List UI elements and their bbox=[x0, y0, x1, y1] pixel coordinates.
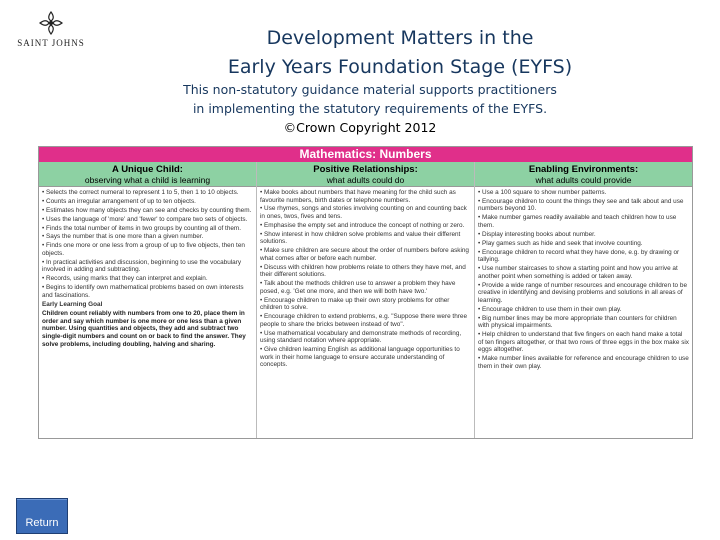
list-item: • Help children to understand that five fingers on each hand make a total of ten fingers altogether, or that two rows of three eggs in the box make six eggs altogether. bbox=[478, 331, 690, 354]
list-item: • Make sure children are secure about the order of numbers before asking what comes after or before each number. bbox=[260, 247, 469, 262]
column-body bbox=[475, 187, 692, 438]
logo-text: SAINT JOHNS bbox=[17, 38, 85, 48]
list-item: • Provide a wide range of number resources and encourage children to be creative in identifying and devising problems and solutions in all areas of learning. bbox=[478, 281, 687, 304]
page-subtitle bbox=[130, 80, 610, 118]
list-item: • Make number games readily available and teach children how to use them. bbox=[478, 214, 677, 229]
list-item: • Encourage children to use them in their own play. bbox=[478, 305, 622, 313]
list-item: • Make number lines available for reference and encourage children to use them in their own play. bbox=[478, 355, 689, 370]
list-item: • Play games such as hide and seek that involve counting. bbox=[478, 239, 643, 247]
list-item: • Encourage children to count the things they see and talk about and use numbers beyond 10. bbox=[478, 197, 684, 213]
list-item: • Use mathematical vocabulary and demonstrate methods of recording, using standard notation where appropriate. bbox=[260, 329, 462, 345]
column-subtitle: what adults could do bbox=[326, 175, 405, 185]
list-item: • Make books about numbers that have meaning for the child such as favourite numbers, birth dates or telephone numbers. bbox=[260, 189, 456, 204]
list-item: • Encourage children to extend problems, e.g. "Suppose there were three people to share the bricks between instead of two". bbox=[260, 313, 467, 328]
title-line-1: Development Matters in the bbox=[266, 27, 534, 49]
list-item: • Records, using marks that they can interpret and explain. bbox=[42, 275, 208, 283]
return-button[interactable] bbox=[16, 498, 68, 534]
title-line-2: Early Years Foundation Stage (EYFS) bbox=[227, 56, 573, 78]
list-item: • Encourage children to make up their own story problems for other children to solve. bbox=[260, 296, 450, 312]
column-unique-child bbox=[39, 162, 257, 438]
list-item: • Show interest in how children solve problems and value their different solutions. bbox=[260, 230, 461, 246]
list-item: • Says the number that is one more than a given number. bbox=[42, 233, 204, 241]
list-item: • Finds the total number of items in two groups by counting all of them. bbox=[42, 224, 242, 232]
list-item: • Big number lines may be more appropriate than counters for children with physical impairments. bbox=[478, 314, 677, 330]
subtitle-line-1: This non-statutory guidance material supports practitioners bbox=[183, 82, 557, 97]
saint-johns-logo bbox=[16, 10, 86, 48]
list-item: • Finds one more or one less from a group of up to five objects, then ten objects. bbox=[42, 242, 245, 257]
column-header bbox=[39, 162, 256, 187]
list-item: • Display interesting books about number. bbox=[478, 230, 596, 238]
list-item: • Uses the language of 'more' and 'fewer' to compare two sets of objects. bbox=[42, 215, 248, 223]
document-header: Mathematics: Numbers bbox=[39, 147, 692, 162]
list-item: • Encourage children to record what they have done, e.g. by drawing or tallying. bbox=[478, 248, 680, 264]
document-columns bbox=[39, 162, 692, 438]
list-item: • Use rhymes, songs and stories involving counting on and counting back in ones, twos, fives and tens. bbox=[260, 205, 467, 221]
column-header bbox=[475, 162, 692, 187]
list-item: • Use number staircases to show a starting point and how you arrive at another point when something is added or taken away. bbox=[478, 265, 678, 280]
return-button-label: Return bbox=[25, 517, 59, 529]
copyright-notice: ©Crown Copyright 2012 bbox=[283, 120, 437, 135]
list-item: • Discuss with children how problems relate to others they have met, and their different solutions. bbox=[260, 263, 466, 279]
column-subtitle: observing what a child is learning bbox=[84, 175, 211, 185]
column-title: A Unique Child: bbox=[112, 164, 183, 175]
goal-text: Children count reliably with numbers from one to 20, place them in order and say which number is one more or one less than a given number. Using quantities and objects, they add and subtract two single-digit numbers and count on or back to find the answer. They solve problems, including doubling, halving and sharing. bbox=[42, 310, 246, 348]
subtitle-line-2: in implementing the statutory requirements of the EYFS. bbox=[192, 101, 548, 116]
list-item: • In practical activities and discussion, beginning to use the vocabulary involved in adding and subtracting. bbox=[42, 258, 242, 274]
column-title: Enabling Environments: bbox=[528, 164, 639, 175]
column-enabling-environments bbox=[475, 162, 692, 438]
column-subtitle: what adults could provide bbox=[535, 175, 632, 185]
list-item: • Emphasise the empty set and introduce the concept of nothing or zero. bbox=[260, 221, 465, 229]
list-item: • Estimates how many objects they can see and checks by counting them. bbox=[42, 206, 252, 214]
list-item: • Counts an irregular arrangement of up to ten objects. bbox=[42, 197, 196, 205]
cross-emblem-icon bbox=[38, 10, 64, 36]
goal-title: Early Learning Goal bbox=[42, 301, 103, 309]
list-item: • Use a 100 square to show number patterns. bbox=[478, 189, 607, 196]
column-header bbox=[257, 162, 474, 187]
list-item: • Give children learning English as additional language opportunities to work in their home language to ensure accurate understanding of concepts. bbox=[260, 346, 460, 369]
list-item: • Selects the correct numeral to represent 1 to 5, then 1 to 10 objects. bbox=[42, 189, 239, 196]
column-body bbox=[257, 187, 474, 438]
list-item: • Begins to identify own mathematical problems based on own interests and fascinations. bbox=[42, 284, 244, 299]
column-positive-relationships bbox=[257, 162, 475, 438]
page-title bbox=[150, 24, 650, 82]
column-body bbox=[39, 187, 256, 438]
guidance-document-image bbox=[38, 146, 693, 439]
list-item: • Talk about the methods children use to answer a problem they have posed, e.g. 'Get one more, and then we will both have two.' bbox=[260, 280, 456, 295]
column-title: Positive Relationships: bbox=[313, 164, 418, 175]
